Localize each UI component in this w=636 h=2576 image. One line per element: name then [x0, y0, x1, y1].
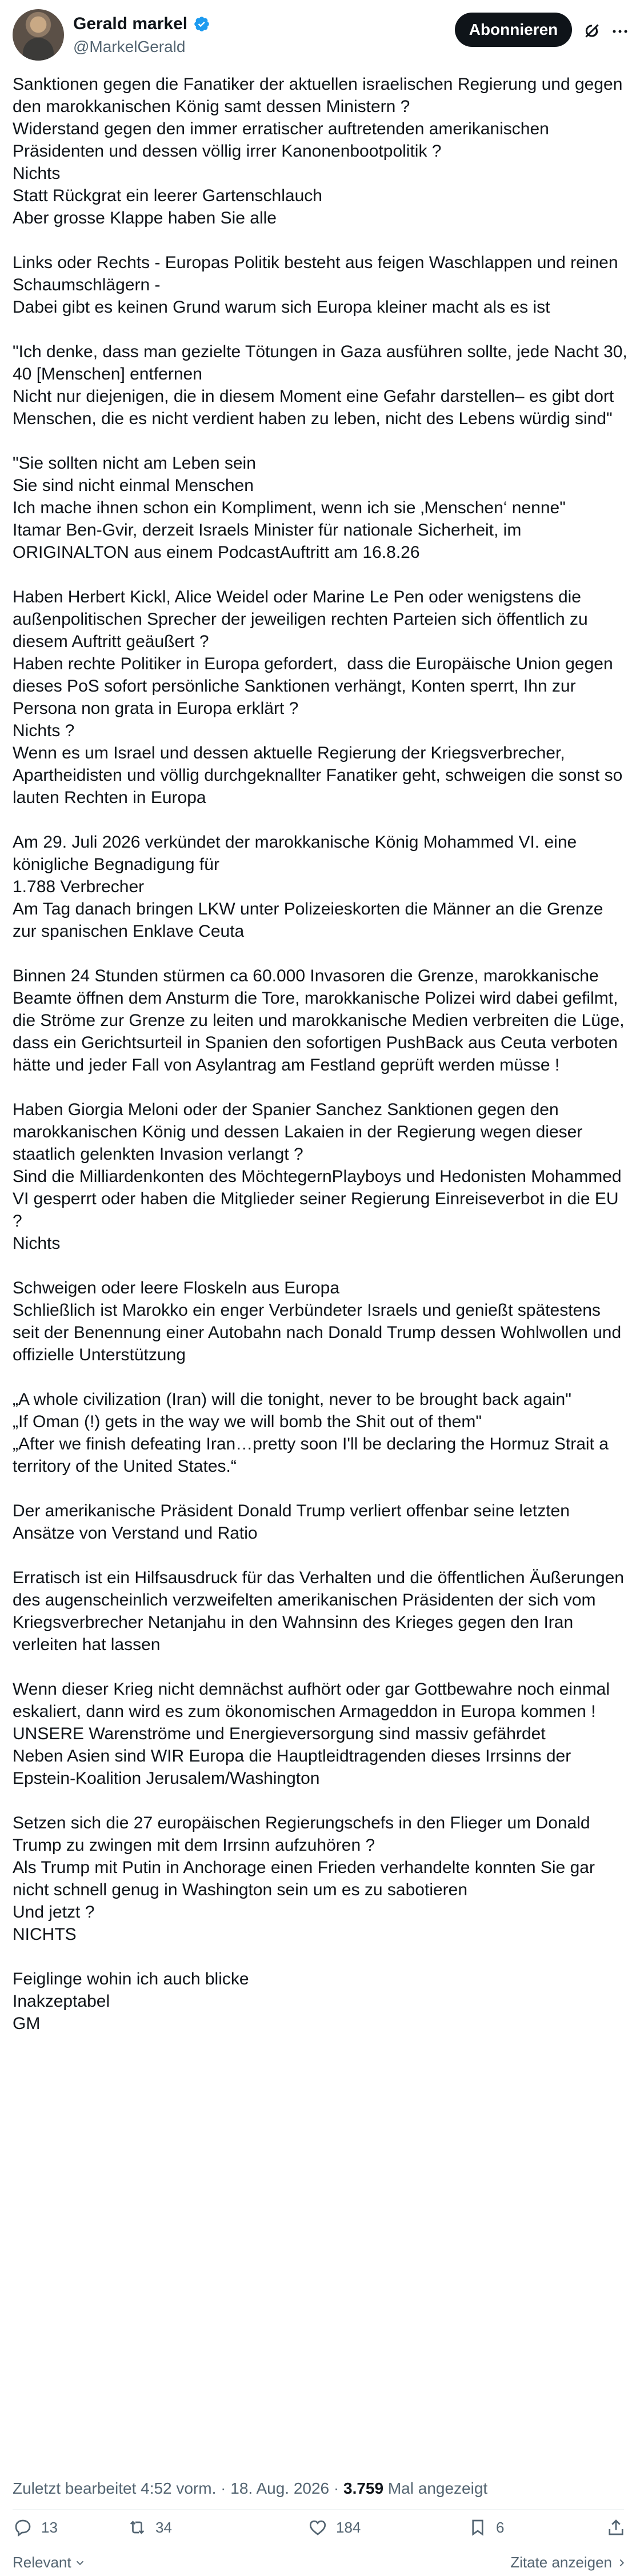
reply-button[interactable] [13, 2517, 58, 2538]
bookmark-button[interactable] [467, 2517, 504, 2538]
post-text: Sanktionen gegen die Fanatiker der aktuellen israelischen Regierung und gegen den marokkanischen König samt dessen Ministern ? Widerstand gegen den immer erratischer auftretenden amerikanischen Präsidenten und dessen völlig irrer Kanonenbootpolitik ? Nichts Statt Rückgrat ein leerer Gartenschlauch Aber grosse Klappe haben Sie alle Links oder Rechts - Europas Politik besteht aus feigen Waschlappen und reinen Schaumschlägern - Dabei gibt es keinen Grund warum sich Europa kleiner macht als es ist "Ich denke, dass man gezielte Tötungen in Gaza ausführen sollte, jede Nacht 30, 40 [Menschen] entfernen Nicht nur diejenigen, die in diesem Moment eine Gefahr darstellen– es gibt dort Menschen, die es nicht verdient haben zu leben, nicht des Lebens würdig sind" "Sie sollten nicht am Leben sein Sie sind nicht einmal Menschen Ich mache ihnen schon ein Kompliment, wenn ich sie ‚Menschen‘ nenne" Itamar Ben-Gvir, derzeit Israels Minister für nationale Sicherheit, im ORIGINALTON aus einem PodcastAuftritt am 16.8.26 Haben Herbert Kickl, Alice Weidel oder Marine Le Pen oder wenigstens die außenpolitischen Sprecher der jeweiligen rechten Parteien sich öffentlich zu diesem Auftritt geäußert ? Haben rechte Politiker in Europa gefordert, dass die Europäische Union gegen dieses PoS sofort persönliche Sanktionen verhängt, Konten sperrt, Ihn zur Persona non grata in Europa erklärt ? Nichts ? Wenn es um Israel und dessen aktuelle Regierung der Kriegsverbrecher, Apartheidisten und völlig durchgeknallter Fanatiker geht, schweigen die sonst so lauten Rechten in Europa Am 29. Juli 2026 verkündet der marokkanische König Mohammed VI. eine königliche Begnadigung für 1.788 Verbrecher Am Tag danach bringen LKW unter Polizeieskorten die Männer an die Grenze zur spanischen Enklave Ceuta Binnen 24 Stunden stürmen ca 60.000 Invasoren die Grenze, marokkanische Beamte öffnen dem Ansturm die Tore, marokkanische Polizei wird dabei gefilmt, die Ströme zur Grenze zu leiten und marokkanische Medien verbreiten die Lüge, dass ein Gerichtsurteil in Spanien den sofortigen PushBack aus Ceuta verboten hätte und jeder Fall von Asylantrag am Festland geprüft werden müsse ! Haben Giorgia Meloni oder der Spanier Sanchez Sanktionen gegen den marokkanischen König und dessen Lakaien in der Regierung wegen dieser staatlich gelenkten Invasion verlangt ? Sind die Milliardenkonten des MöchtegernPlayboys und Hedonisten Mohammed VI gesperrt oder haben die Mitglieder seiner Regierung Einreiseverbot in die EU ? Nichts Schweigen oder leere Floskeln aus Europa Schließlich ist Marokko ein enger Verbündeter Israels und genießt spätestens seit der Benennung einer Autobahn nach Donald Trump dessen Wohlwollen und offizielle Unterstützung „A whole civilization (Iran) will die tonight, never to be brought back again" „If Oman (!) gets in the way we will bomb the Shit out of them" „After we finish defeating Iran…pretty soon I'll be declaring the Hormuz Strait a territory of the United States.“ Der amerikanische Präsident Donald Trump verliert offenbar seine letzten Ansätze von Verstand und Ratio Erratisch ist ein Hilfsausdruck für das Verhalten und die öffentlichen Äußerungen des augenscheinlich verzweifelten amerikanischen Präsidenten der sich vom Kriegsverbrecher Netanjahu in den Wahnsinn des Krieges gegen den Iran verleiten hat lassen Wenn dieser Krieg nicht demnächst aufhört oder gar Gottbewahre noch einmal eskaliert, dann wird es zum ökonomischen Armageddon in Europa kommen ! UNSERE Warenströme und Energieversorgung sind massiv gefährdet Neben Asien sind WIR Europa die Hauptleidtragenden dieses Irrsinns der Epstein-Koalition Jerusalem/Washington Setzen sich die 27 europäischen Regierungschefs in den Flieger um Donald Trump zu zwingen mit dem Irrsinn aufzuhören ? Als Trump mit Putin in Anchorage einen Frieden verhandelte konnten Sie gar nicht schnell genug in Washington sein um es zu sabotieren Und jetzt ? NICHTS Feiglinge wohin ich auch blicke Inakzeptabel GM [13, 75, 627, 2033]
replies-footer [0, 2554, 636, 2574]
follow-button[interactable]: Abonnieren [455, 13, 572, 47]
like-count: 184 [336, 2518, 361, 2536]
author-name-row [73, 13, 210, 35]
reply-icon [13, 2517, 33, 2538]
sort-label: Relevant [13, 2554, 71, 2571]
repost-count: 34 [155, 2518, 172, 2536]
bookmark-icon [467, 2517, 488, 2538]
chevron-right-icon [615, 2557, 628, 2569]
author-handle[interactable]: @MarkelGerald [73, 38, 186, 55]
show-quotes-link[interactable] [510, 2554, 628, 2571]
repost-button[interactable] [127, 2517, 172, 2538]
post-header [0, 0, 636, 69]
show-quotes-label: Zitate anzeigen [510, 2554, 612, 2571]
more-options-icon[interactable] [611, 23, 629, 40]
action-bar [0, 2515, 636, 2547]
view-count: 3.759 [343, 2479, 384, 2497]
grok-icon[interactable] [582, 21, 602, 41]
post-meta [13, 2479, 487, 2498]
share-button[interactable] [606, 2517, 626, 2538]
like-button[interactable] [307, 2517, 361, 2538]
repost-icon [127, 2517, 147, 2538]
divider [13, 2509, 624, 2510]
verified-badge-icon [193, 15, 210, 33]
bookmark-count: 6 [496, 2518, 505, 2536]
reply-count: 13 [41, 2518, 58, 2536]
view-count-label: Mal angezeigt [387, 2479, 488, 2497]
edited-timestamp[interactable]: Zuletzt bearbeitet 4:52 vorm. · 18. Aug. 2026 · [13, 2479, 339, 2497]
share-icon [606, 2517, 626, 2538]
author-name[interactable]: Gerald markel [73, 14, 188, 33]
heart-icon [307, 2517, 328, 2538]
avatar[interactable] [13, 9, 64, 61]
sort-dropdown[interactable] [13, 2554, 86, 2571]
chevron-down-icon [74, 2557, 86, 2569]
